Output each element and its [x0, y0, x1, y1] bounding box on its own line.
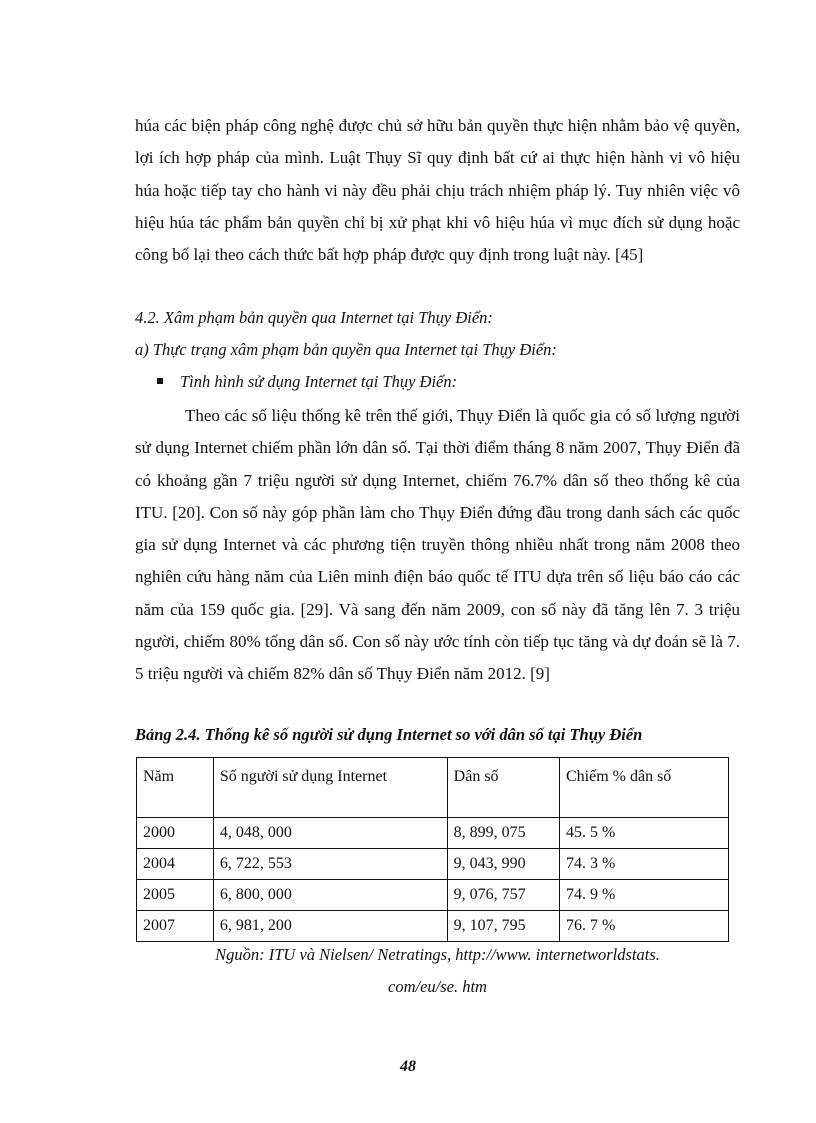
table-header-row: [137, 758, 729, 818]
page-number: 48: [400, 1058, 416, 1075]
column-header: Số người sử dụng Internet: [213, 758, 447, 818]
table-cell: 2004: [137, 849, 214, 880]
table-cell: 6, 981, 200: [213, 911, 447, 942]
table-cell: 9, 107, 795: [447, 911, 559, 942]
subsection-heading: a) Thực trạng xâm phạm bản quyền qua Internet tại Thụy Điển:: [135, 340, 557, 359]
body-paragraph: Theo các số liệu thống kê trên thế giới, Thụy Điển là quốc gia có số lượng người sử dụng Internet chiếm phần lớn dân số. Tại thời điểm tháng 8 năm 2007, Thụy Điển đã có khoảng gần 7 triệu người sử dụng Internet, chiếm 76.7% dân số theo thống kê của ITU. [20]. Con số này góp phần làm cho Thụy Điển đứng đầu trong danh sách các quốc gia sử dụng Internet và các phương tiện truyền thông nhiều nhất trong năm 2008 theo nghiên cứu hàng năm của Liên minh điện báo quốc tế ITU dựa trên số liệu báo cáo các năm của 159 quốc gia. [29]. Và sang đến năm 2009, con số này đã tăng lên 7. 3 triệu người, chiếm 80% tổng dân số. Con số này ước tính còn tiếp tục tăng và dự đoán sẽ là 7. 5 triệu người và chiếm 82% dân số Thụy Điển năm 2012. [9]: [135, 406, 740, 684]
bullet-text: Tình hình sử dụng Internet tại Thụy Điển:: [180, 372, 458, 391]
table-source-continued: com/eu/se. htm: [388, 977, 487, 996]
square-bullet-icon: [157, 378, 163, 384]
section-heading: 4.2. Xâm phạm bản quyền qua Internet tại Thụy Điển:: [135, 308, 493, 327]
table-row: [137, 911, 729, 942]
table-cell: 45. 5 %: [559, 818, 728, 849]
table-row: [137, 849, 729, 880]
table-cell: 4, 048, 000: [213, 818, 447, 849]
column-header: Chiếm % dân số: [559, 758, 728, 818]
table-cell: 74. 9 %: [559, 880, 728, 911]
table-cell: 6, 722, 553: [213, 849, 447, 880]
table-cell: 9, 043, 990: [447, 849, 559, 880]
table-caption: Bảng 2.4. Thống kê số người sử dụng Internet so với dân số tại Thụy Điển: [135, 725, 643, 744]
table-cell: 74. 3 %: [559, 849, 728, 880]
body-paragraph: húa các biện pháp công nghệ được chủ sở hữu bản quyền thực hiện nhằm bảo vệ quyền, lợi ích hợp pháp của mình. Luật Thụy Sĩ quy định bất cứ ai thực hiện hành vi vô hiệu húa hoặc tiếp tay cho hành vi này đều phải chịu trách nhiệm pháp lý. Tuy nhiên việc vô hiệu húa tác phẩm bản quyền chỉ bị xử phạt khi vô hiệu húa vì mục đích sử dụng hoặc công bố lại theo cách thức bất hợp pháp được quy định trong luật này. [45]: [135, 116, 740, 265]
table-cell: 8, 899, 075: [447, 818, 559, 849]
bullet-item: [157, 372, 457, 392]
table-cell: 2007: [137, 911, 214, 942]
table-row: [137, 880, 729, 911]
table-cell: 2000: [137, 818, 214, 849]
statistics-table: [136, 757, 729, 942]
column-header: Năm: [137, 758, 214, 818]
table-cell: 6, 800, 000: [213, 880, 447, 911]
table-cell: 9, 076, 757: [447, 880, 559, 911]
table-row: [137, 818, 729, 849]
table-cell: 76. 7 %: [559, 911, 728, 942]
table-cell: 2005: [137, 880, 214, 911]
table-source: Nguồn: ITU và Nielsen/ Netratings, http://www. internetworldstats.: [215, 945, 660, 964]
column-header: Dân số: [447, 758, 559, 818]
